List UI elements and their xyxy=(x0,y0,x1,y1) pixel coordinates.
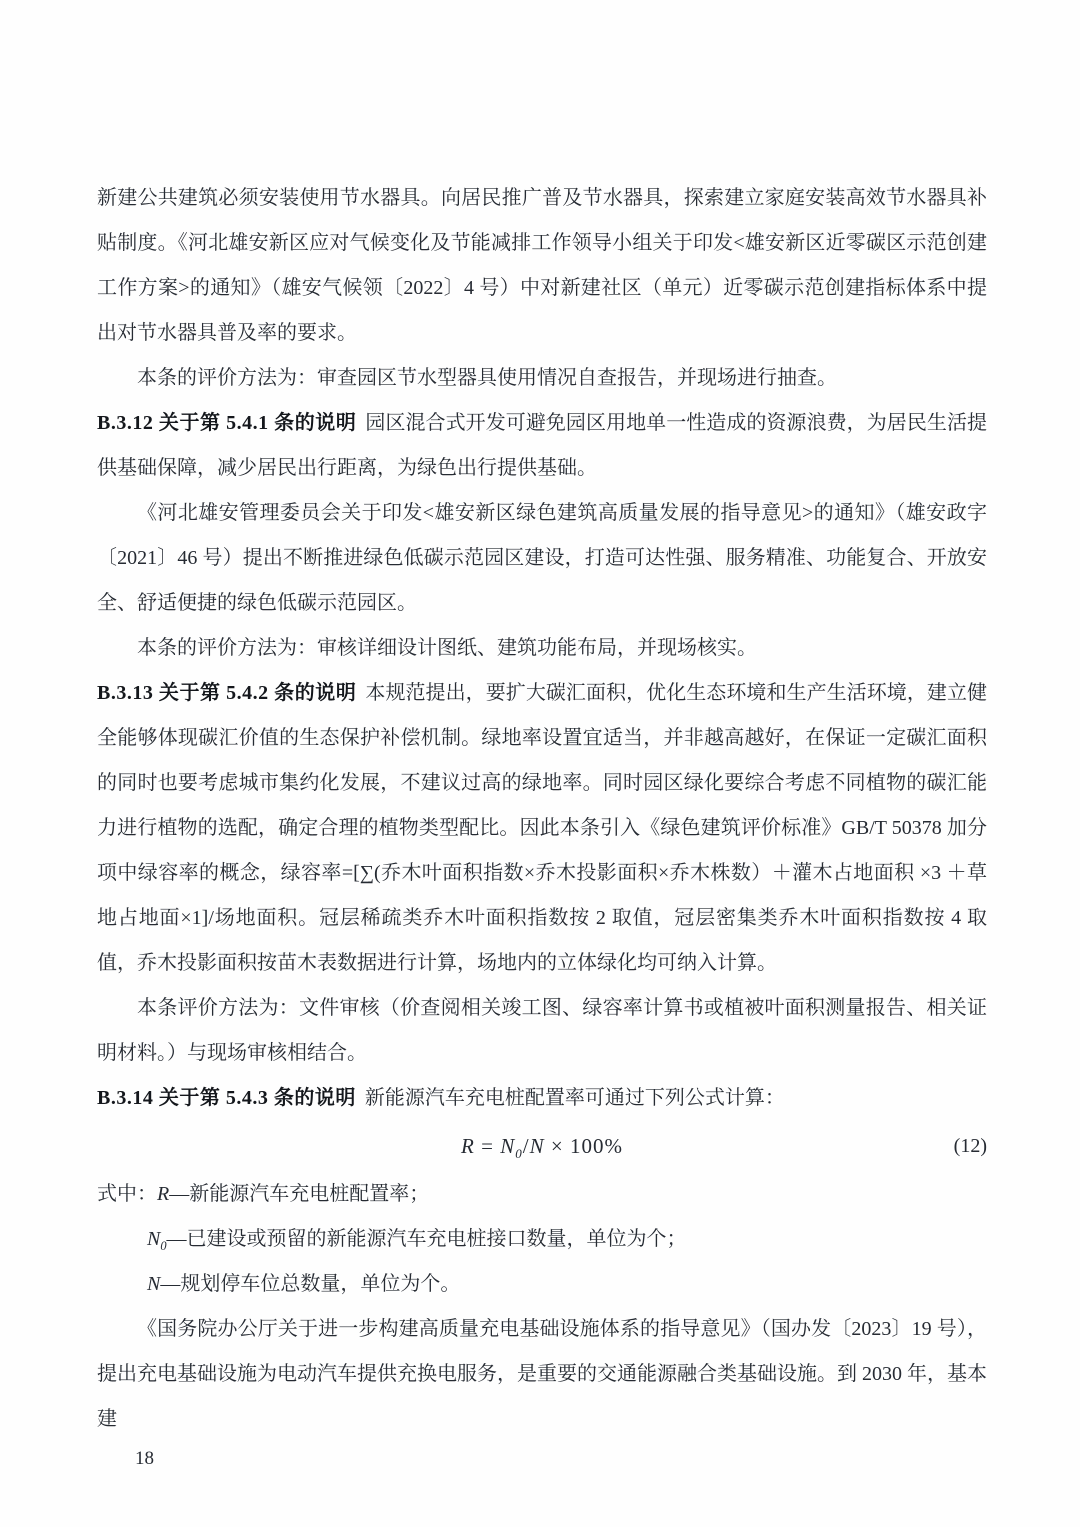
formula-var-N0: N xyxy=(500,1134,516,1158)
where-item-N0 xyxy=(97,1217,987,1262)
formula-divider: / xyxy=(522,1134,530,1158)
paragraph-notice-b312 xyxy=(97,491,987,626)
paragraph-eval-method-b312 xyxy=(97,626,987,671)
where-var-N0: N xyxy=(147,1228,161,1250)
paragraph-eval-method-b311 xyxy=(97,356,987,401)
where-item-N xyxy=(97,1262,987,1307)
document-body xyxy=(97,176,987,1474)
section-heading-b313: B.3.13 关于第 5.4.2 条的说明 xyxy=(97,682,357,704)
where-var-N0-sub: 0 xyxy=(160,1239,167,1253)
equation-expression xyxy=(461,1134,623,1162)
section-b312 xyxy=(97,401,987,491)
where-var-R: R xyxy=(157,1183,170,1205)
paragraph-text: 《河北雄安管理委员会关于印发<雄安新区绿色建筑高质量发展的指导意见>的通知》（雄安政字〔2021〕46 号）提出不断推进绿色低碳示范园区建设，打造可达性强、服务精准、功能复合、开放安全、舒适便捷的绿色低碳示范园区。 xyxy=(97,502,987,614)
paragraph-text: 本条的评价方法为：审查园区节水型器具使用情况自查报告，并现场进行抽查。 xyxy=(137,367,837,389)
paragraph-text: 《国务院办公厅关于进一步构建高质量充电基础设施体系的指导意见》（国办发〔2023〕19 号），提出充电基础设施为电动汽车提供充换电服务，是重要的交通能源融合类基础设施。到 2030 年，基本建 xyxy=(97,1318,987,1430)
where-desc: —新能源汽车充电桩配置率； xyxy=(169,1183,430,1205)
paragraph-text: 本条的评价方法为：审核详细设计图纸、建筑功能布局，并现场核实。 xyxy=(137,637,757,659)
formula-equals: = xyxy=(474,1134,501,1158)
section-b314 xyxy=(97,1076,987,1121)
paragraph-eval-method-b313 xyxy=(97,986,987,1076)
section-b313 xyxy=(97,671,987,986)
section-text: 园区混合式开发可避免园区用地单一性造成的资源浪费，为居民生活提供基础保障，减少居民出行距离，为绿色出行提供基础。 xyxy=(97,412,988,479)
section-heading-b312: B.3.12 关于第 5.4.1 条的说明 xyxy=(97,412,357,434)
equation-12 xyxy=(97,1124,987,1170)
formula-tail: × 100% xyxy=(544,1134,623,1158)
where-intro-label: 式中： xyxy=(97,1183,157,1205)
page-number: 18 xyxy=(135,1448,154,1469)
paragraph-state-council-notice xyxy=(97,1307,987,1442)
formula-var-R: R xyxy=(461,1134,475,1158)
equation-number: (12) xyxy=(953,1135,987,1157)
section-text: 本规范提出，要扩大碳汇面积，优化生态环境和生产生活环境，建立健全能够体现碳汇价值的生态保护补偿机制。绿地率设置宜适当，并非越高越好，在保证一定碳汇面积的同时也要考虑城市集约化发展，不建议过高的绿地率。同时园区绿化要综合考虑不同植物的碳汇能力进行植物的选配，确定合理的植物类型配比。因此本条引入《绿色建筑评价标准》GB/T 50378 加分项中绿容率的概念，绿容率=[∑(乔木叶面积指数×乔木投影面积×乔木株数）＋灌木占地面积 ×3 ＋草地占地面×1]/场地面积。冠层稀疏类乔木叶面积指数按 2 取值，冠层密集类乔木叶面积指数按 4 取值，乔木投影面积按苗木表数据进行计算，场地内的立体绿化均可纳入计算。 xyxy=(97,682,988,974)
formula-var-N: N xyxy=(529,1134,545,1158)
where-desc: —已建设或预留的新能源汽车充电桩接口数量，单位为个； xyxy=(166,1228,687,1250)
paragraph-water-fixtures xyxy=(97,176,987,356)
section-text: 新能源汽车充电桩配置率可通过下列公式计算： xyxy=(364,1087,785,1109)
formula-subscript: 0 xyxy=(515,1146,523,1162)
section-heading-b314: B.3.14 关于第 5.4.3 条的说明 xyxy=(97,1087,356,1109)
paragraph-text: 新建公共建筑必须安装使用节水器具。向居民推广普及节水器具，探索建立家庭安装高效节水器具补贴制度。《河北雄安新区应对气候变化及节能减排工作领导小组关于印发<雄安新区近零碳区示范创建工作方案>的通知》（雄安气候领〔2022〕4 号）中对新建社区（单元）近零碳示范创建指标体系中提出对节水器具普及率的要求。 xyxy=(97,187,987,344)
where-desc: —规划停车位总数量，单位为个。 xyxy=(160,1273,461,1295)
paragraph-text: 本条评价方法为：文件审核（价查阅相关竣工图、绿容率计算书或植被叶面积测量报告、相关证明材料。）与现场审核相结合。 xyxy=(97,997,987,1064)
where-var-N: N xyxy=(147,1273,161,1295)
where-intro-line xyxy=(97,1172,987,1217)
